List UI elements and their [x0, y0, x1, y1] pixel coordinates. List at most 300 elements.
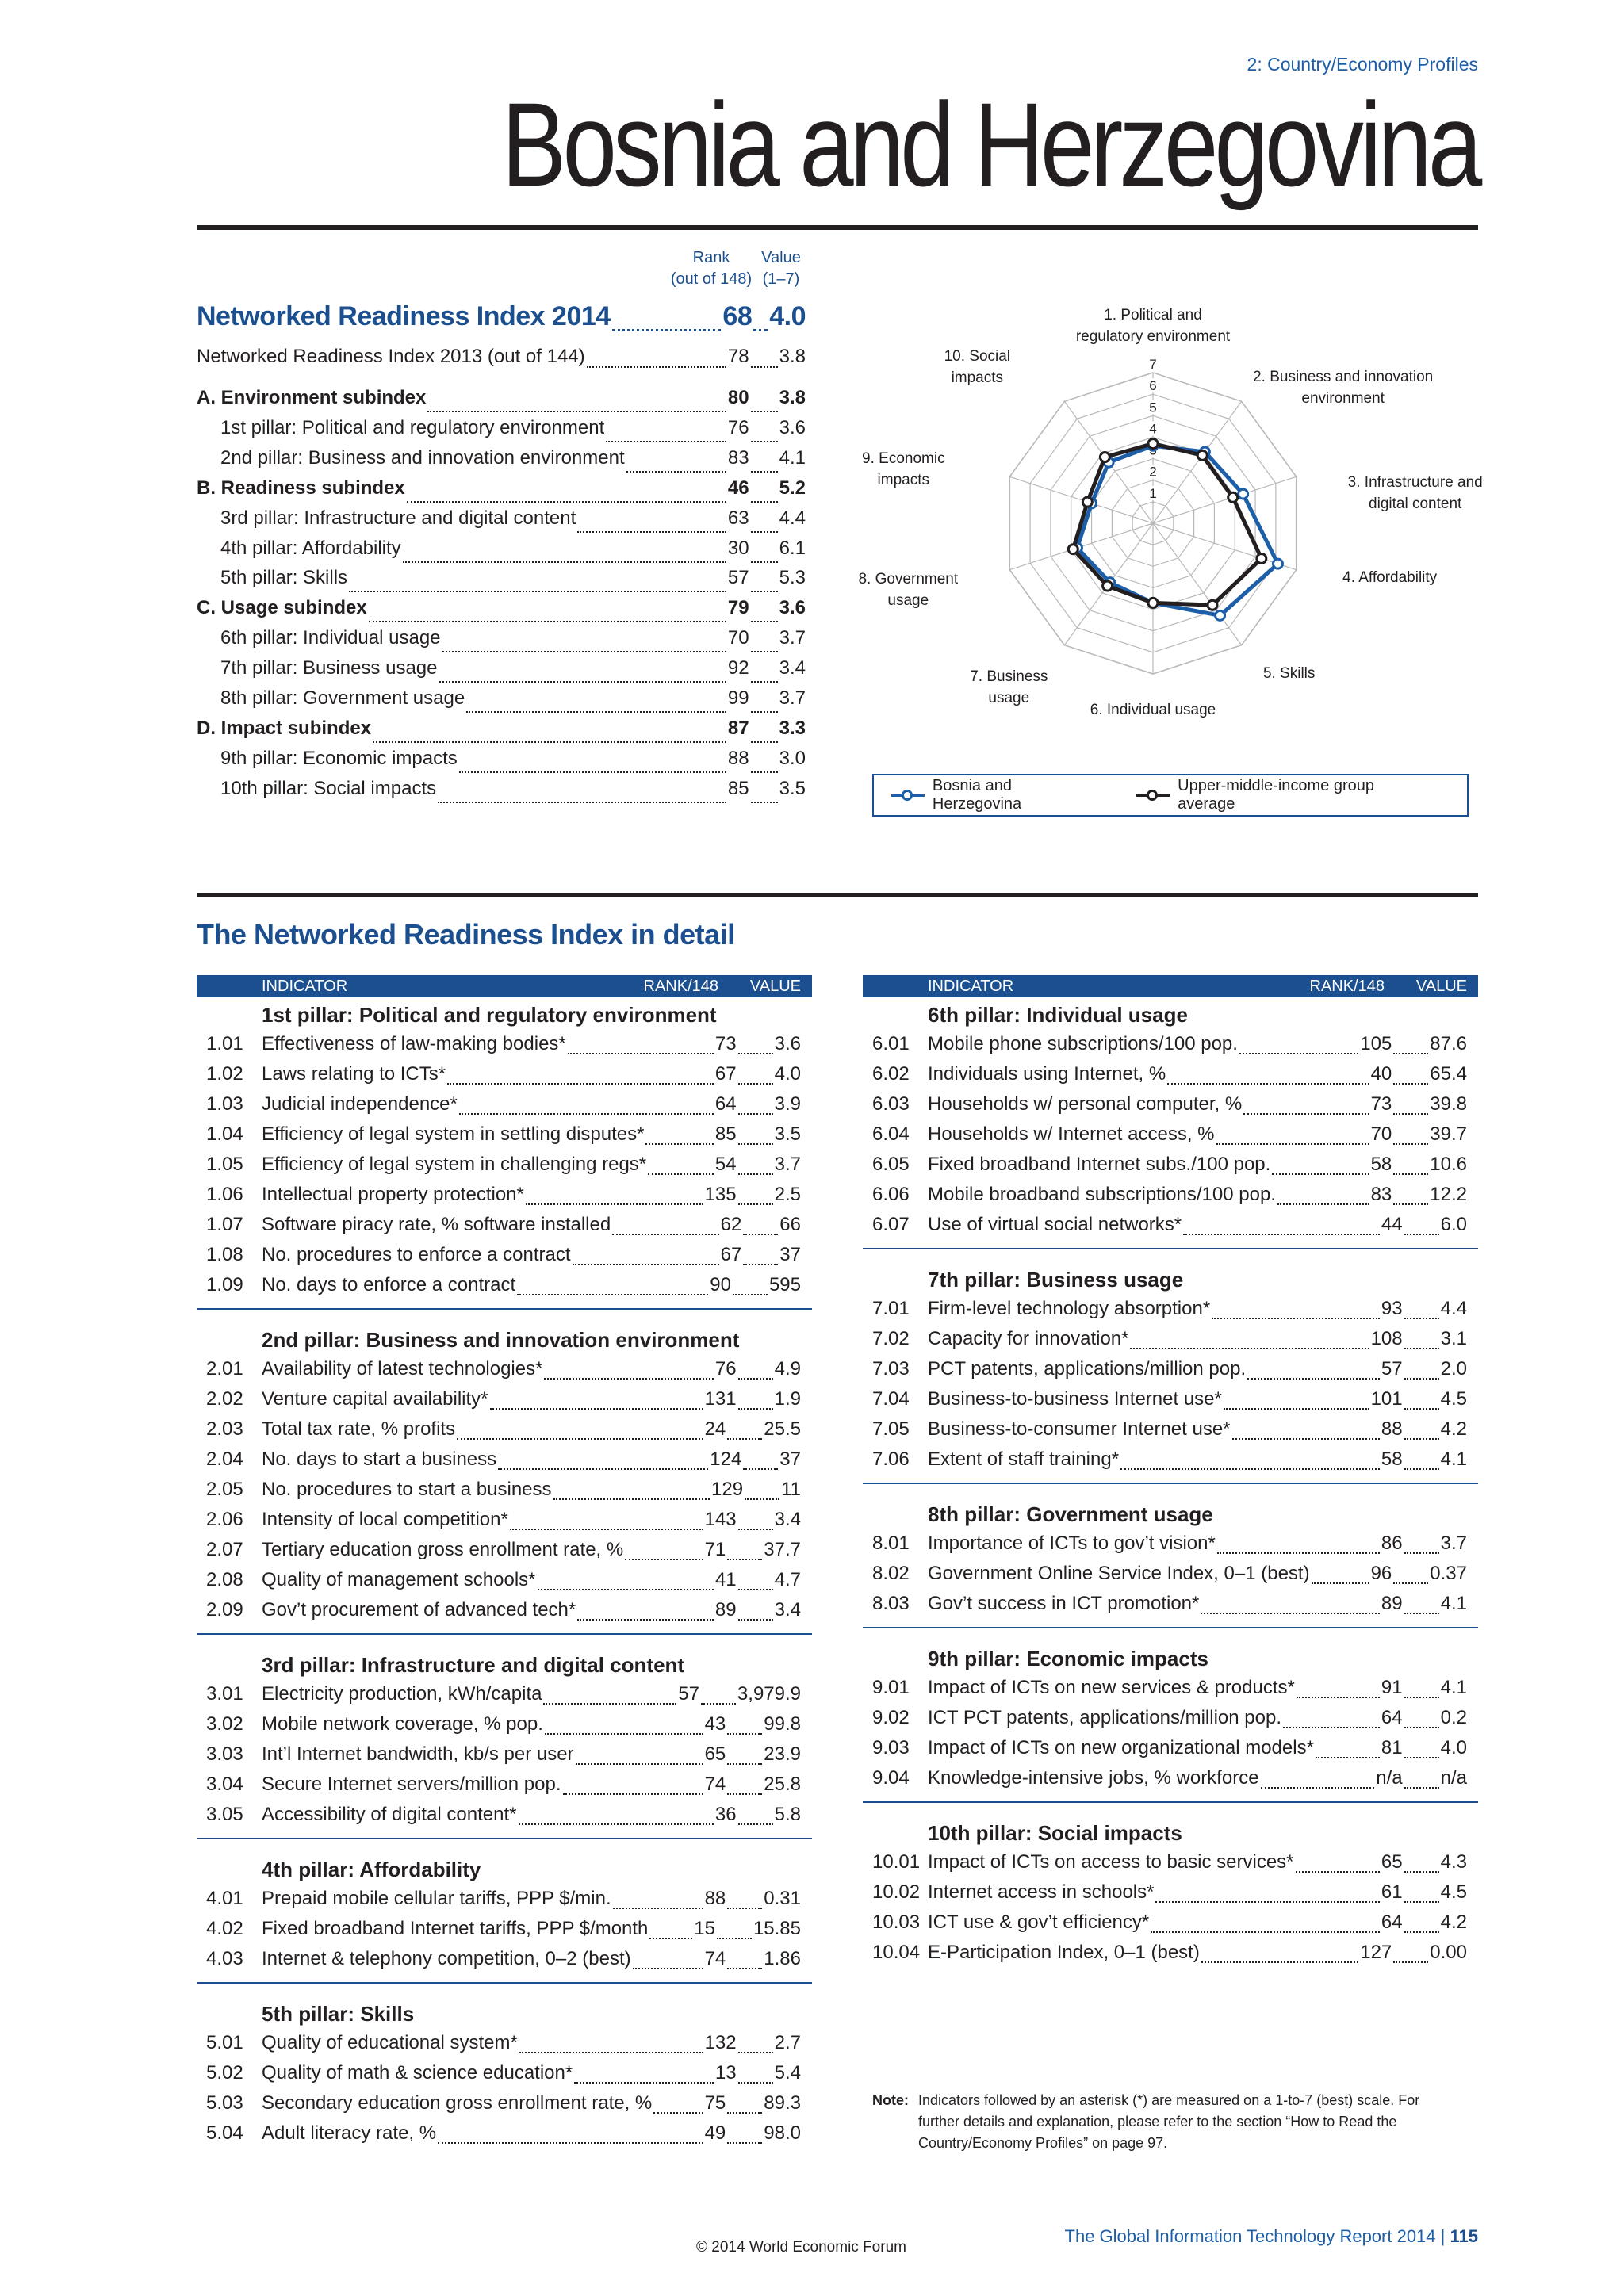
report-name: The Global Information Technology Report 2014: [1064, 2226, 1436, 2246]
pillar-row: 3rd pillar: Infrastructure and digital content 63 4.4: [197, 507, 806, 538]
indicator-number: 4.03: [206, 1948, 243, 1969]
indicator-number: 3.01: [206, 1683, 243, 1705]
indicator-row: [863, 1673, 1478, 1703]
dot-leader: [1404, 1871, 1439, 1873]
indicator-name: Quality of management schools*: [262, 1569, 536, 1590]
indicator-rank: 143: [704, 1509, 737, 1530]
radar-point: [1148, 598, 1158, 607]
dot-leader: [1239, 1053, 1358, 1054]
indicator-name: Gov’t success in ICT promotion*: [928, 1593, 1200, 1614]
indicator-number: 1.03: [206, 1093, 243, 1115]
dot-leader: [577, 1619, 714, 1621]
indicator-name: Households w/ personal computer, %: [928, 1093, 1243, 1115]
dot-leader: [1261, 1787, 1375, 1789]
indicator-value: 2.5: [774, 1184, 801, 1205]
indicator-name: Individuals using Internet, %: [928, 1063, 1166, 1085]
indicator-number: 6.07: [872, 1214, 910, 1235]
indicator-name: Impact of ICTs on access to basic services*: [928, 1851, 1294, 1873]
dot-leader: [738, 1408, 773, 1410]
indicator-number: 7.06: [872, 1448, 910, 1470]
dot-leader: [1120, 1468, 1380, 1470]
indicator-name: Judicial independence*: [262, 1093, 458, 1115]
indicator-value: 37: [779, 1448, 801, 1470]
indicator-name: ICT PCT patents, applications/million pop.: [928, 1707, 1282, 1728]
indicator-rank: 64: [1381, 1911, 1403, 1933]
dot-leader: [1224, 1408, 1369, 1410]
indicator-header: INDICATOR: [262, 977, 348, 995]
dot-leader: [459, 1113, 714, 1115]
indicator-row: [197, 1595, 812, 1625]
indicator-number: 9.02: [872, 1707, 910, 1728]
indicator-value: 1.86: [764, 1948, 801, 1969]
indicator-value: 6.0: [1440, 1214, 1467, 1235]
dot-leader: [743, 1234, 778, 1235]
note-label: Note:: [872, 2092, 909, 2108]
indicator-row: [197, 1535, 812, 1565]
dot-leader: [727, 1908, 762, 1909]
dot-leader: [1393, 1143, 1428, 1145]
dot-leader: [1243, 1113, 1369, 1115]
dot-leader: [576, 1763, 703, 1765]
pillar-row: 4th pillar: Affordability 30 6.1: [197, 538, 806, 568]
pillar-row: 7th pillar: Business usage 92 3.4: [197, 657, 806, 687]
indicator-number: 6.01: [872, 1033, 910, 1054]
indicator-rank: 86: [1381, 1533, 1403, 1554]
indicator-number: 2.07: [206, 1539, 243, 1560]
indicator-rank: 85: [714, 1123, 737, 1145]
indicator-row: [863, 1354, 1478, 1384]
indicator-value: 4.3: [1440, 1851, 1467, 1873]
detail-title: The Networked Readiness Index in detail: [197, 918, 735, 951]
legend-label-group: Upper-middle-income group average: [1178, 777, 1375, 813]
dot-leader: [573, 1264, 719, 1265]
indicator-number: 3.04: [206, 1774, 243, 1795]
indicator-name: PCT patents, applications/million pop.: [928, 1358, 1247, 1380]
dot-leader: [545, 1733, 703, 1735]
indicator-name: No. days to start a business: [262, 1448, 497, 1470]
dot-leader: [1312, 1582, 1369, 1584]
radar-point: [1082, 497, 1092, 507]
pillar-row: 10th pillar: Social impacts 85 3.5: [197, 778, 806, 808]
dot-leader: [1296, 1871, 1380, 1873]
dot-leader: [538, 1589, 714, 1590]
radar-tick-label: 7: [1149, 357, 1157, 372]
indicator-name: No. procedures to enforce a contract: [262, 1244, 571, 1265]
indicator-number: 2.05: [206, 1479, 243, 1500]
indicator-row: [197, 2118, 812, 2149]
indicator-name: Quality of math & science education*: [262, 2062, 573, 2084]
indicator-rank: 89: [714, 1599, 737, 1621]
indicator-rank: 57: [678, 1683, 699, 1705]
indicator-row: [197, 1414, 812, 1445]
dot-leader: [1201, 1613, 1380, 1614]
indicator-number: 5.03: [206, 2092, 243, 2114]
indicator-number: 7.04: [872, 1388, 910, 1410]
indicator-value: 3.5: [774, 1123, 801, 1145]
indicator-name: Knowledge-intensive jobs, % workforce: [928, 1767, 1259, 1789]
indicator-rank: 73: [1370, 1093, 1392, 1115]
indicator-number: 1.02: [206, 1063, 243, 1085]
dot-leader: [738, 1053, 773, 1054]
indicator-row: [863, 1324, 1478, 1354]
title-divider: [197, 225, 1478, 230]
indicator-name: Fixed broadband Internet subs./100 pop.: [928, 1154, 1271, 1175]
indicator-row: [863, 1847, 1478, 1877]
dot-leader: [1393, 1961, 1428, 1963]
indicator-rank: 57: [1381, 1358, 1403, 1380]
indicator-row: [863, 1908, 1478, 1938]
pillar-title: 8th pillar: Government usage: [928, 1502, 1213, 1526]
indicator-row: [863, 1763, 1478, 1793]
indicator-number: 2.08: [206, 1569, 243, 1590]
dot-leader: [701, 1703, 736, 1705]
rank-header: RANK/148: [1309, 977, 1385, 995]
dot-leader: [1183, 1234, 1380, 1235]
dot-leader: [1272, 1173, 1369, 1175]
indicator-rank: 131: [704, 1388, 737, 1410]
radar-axis-label: 4. Affordability: [1342, 568, 1438, 586]
indicator-name: Availability of latest technologies*: [262, 1358, 543, 1380]
indicator-name: Business-to-consumer Internet use*: [928, 1418, 1231, 1440]
dot-leader: [738, 1113, 773, 1115]
dot-leader: [727, 1793, 762, 1795]
pillar-block: [197, 1996, 812, 2156]
indicator-value: 0.37: [1430, 1563, 1467, 1584]
pillar-row: 6th pillar: Individual usage 70 3.7: [197, 627, 806, 657]
indicator-value: 2.7: [774, 2032, 801, 2053]
radar-point: [1228, 492, 1238, 502]
dot-leader: [1297, 1697, 1380, 1698]
indicator-rank: 132: [704, 2032, 737, 2053]
indicator-rank: 40: [1370, 1063, 1392, 1085]
indicator-number: 2.09: [206, 1599, 243, 1621]
indicator-row: [863, 1089, 1478, 1119]
indicator-name: Int’l Internet bandwidth, kb/s per user: [262, 1743, 574, 1765]
indicator-value: 98.0: [764, 2122, 801, 2144]
pillar-title: 2nd pillar: Business and innovation environment: [262, 1328, 740, 1352]
section-label: 2: Country/Economy Profiles: [1247, 54, 1478, 75]
indicator-value: 4.2: [1440, 1911, 1467, 1933]
dot-leader: [1201, 1961, 1358, 1963]
indicator-value: 65.4: [1430, 1063, 1467, 1085]
indicator-row: [863, 1703, 1478, 1733]
dot-leader: [1316, 1757, 1380, 1758]
indicator-name: Mobile phone subscriptions/100 pop.: [928, 1033, 1238, 1054]
pillar-row: 9th pillar: Economic impacts 88 3.0: [197, 748, 806, 778]
radar-point: [1068, 545, 1078, 554]
indicator-rank: 70: [1370, 1123, 1392, 1145]
indicator-value: 66: [779, 1214, 801, 1235]
indicator-number: 2.04: [206, 1448, 243, 1470]
indicator-row: [197, 1475, 812, 1505]
pillar-block: [197, 1647, 812, 1839]
indicator-rank: 93: [1381, 1298, 1403, 1319]
indicator-number: 10.03: [872, 1911, 921, 1933]
indicator-value: 25.8: [764, 1774, 801, 1795]
indicator-value: 15.85: [753, 1918, 801, 1939]
indicator-row: [863, 1384, 1478, 1414]
indicator-value: 2.0: [1440, 1358, 1467, 1380]
indicator-value: 5.4: [774, 2062, 801, 2084]
indicator-name: Electricity production, kWh/capita: [262, 1683, 542, 1705]
indicator-rank: 67: [720, 1244, 742, 1265]
dot-leader: [738, 1083, 773, 1085]
indicator-number: 2.03: [206, 1418, 243, 1440]
indicator-number: 1.08: [206, 1244, 243, 1265]
pillar-title: 7th pillar: Business usage: [928, 1268, 1184, 1292]
indicator-rank: 89: [1381, 1593, 1403, 1614]
dot-leader: [727, 1763, 762, 1765]
dot-leader: [1404, 1613, 1439, 1614]
legend-swatch-group: [1136, 790, 1170, 801]
dot-leader: [738, 1143, 773, 1145]
indicator-rank: 36: [714, 1804, 737, 1825]
dot-leader: [1277, 1203, 1369, 1205]
indicator-number: 1.04: [206, 1123, 243, 1145]
dot-leader: [1404, 1757, 1439, 1758]
indicator-row: [197, 1679, 812, 1709]
indicator-name: Capacity for innovation*: [928, 1328, 1129, 1349]
indicator-number: 7.01: [872, 1298, 910, 1319]
pillar-title: 6th pillar: Individual usage: [928, 1003, 1188, 1027]
indicator-rank: 64: [1381, 1707, 1403, 1728]
radar-point: [1148, 439, 1158, 449]
indicator-number: 1.09: [206, 1274, 243, 1295]
radar-axis-label: 3. Infrastructure and digital content: [1347, 474, 1483, 513]
indicator-number: 7.05: [872, 1418, 910, 1440]
legend-item-country: [891, 777, 1105, 813]
radar-chart: [856, 285, 1483, 761]
dot-leader: [727, 1968, 762, 1969]
radar-tick-label: 1: [1149, 485, 1157, 501]
dot-leader: [1404, 1697, 1439, 1698]
indicator-row: [863, 1559, 1478, 1589]
dot-leader: [738, 1589, 773, 1590]
dot-leader: [1404, 1378, 1439, 1380]
indicator-name: Internet access in schools*: [928, 1881, 1155, 1903]
indicator-value: 4.5: [1440, 1388, 1467, 1410]
indicator-name: No. procedures to start a business: [262, 1479, 552, 1500]
indicator-name: ICT use & gov’t efficiency*: [928, 1911, 1150, 1933]
indicator-value: 89.3: [764, 2092, 801, 2114]
dot-leader: [1216, 1143, 1369, 1145]
radar-axis-label: 5. Skills: [1262, 664, 1316, 682]
dot-leader: [1217, 1552, 1380, 1554]
indicator-row: [197, 1505, 812, 1535]
indicator-name: Intensity of local competition*: [262, 1509, 508, 1530]
dot-leader: [498, 1468, 708, 1470]
indicator-rank: 105: [1360, 1033, 1392, 1054]
dot-leader: [544, 1378, 713, 1380]
indicator-name: Mobile broadband subscriptions/100 pop.: [928, 1184, 1276, 1205]
radar-tick-label: 6: [1149, 378, 1157, 394]
radar-tick-label: 2: [1149, 464, 1157, 480]
indicator-value: 4.0: [1440, 1737, 1467, 1758]
indicator-number: 9.03: [872, 1737, 910, 1758]
dot-leader: [1404, 1901, 1439, 1903]
indicator-number: 8.03: [872, 1593, 910, 1614]
indicator-name: E-Participation Index, 0–1 (best): [928, 1942, 1200, 1963]
pillar-row: 8th pillar: Government usage 99 3.7: [197, 687, 806, 718]
indicator-name: Efficiency of legal system in settling disputes*: [262, 1123, 645, 1145]
indicator-row: [197, 2088, 812, 2118]
indicator-name: Mobile network coverage, % pop.: [262, 1713, 543, 1735]
dot-leader: [738, 1203, 773, 1205]
dot-leader: [1393, 1173, 1428, 1175]
dot-leader: [1130, 1348, 1369, 1349]
indicator-number: 1.07: [206, 1214, 243, 1235]
radar-axis-label: 6. Individual usage: [1090, 702, 1216, 718]
indicator-number: 6.02: [872, 1063, 910, 1085]
radar-tick-label: 4: [1149, 421, 1157, 437]
rank-header: RANK/148: [643, 977, 718, 995]
note-text: Indicators followed by an asterisk (*) are measured on a 1-to-7 (best) scale. For further details and explanation, please refer to the section “How to Read the Country/Economy Profiles” on page 97.: [918, 2092, 1420, 2151]
indicator-row: [863, 1529, 1478, 1559]
radar-axis-label: 2. Business and innovation environment: [1253, 369, 1434, 408]
dot-leader: [1283, 1727, 1380, 1728]
indicator-name: Firm-level technology absorption*: [928, 1298, 1211, 1319]
indicator-name: Adult literacy rate, %: [262, 2122, 437, 2144]
indicator-name: Intellectual property protection*: [262, 1184, 524, 1205]
indicator-name: Gov’t procurement of advanced tech*: [262, 1599, 576, 1621]
indicator-row: [197, 1914, 812, 1944]
radar-axis-label: 10. Social impacts: [944, 348, 1011, 387]
indicator-rank: n/a: [1376, 1767, 1403, 1789]
pillar-title: 4th pillar: Affordability: [262, 1858, 481, 1881]
indicator-name: Software piracy rate, % software installed: [262, 1214, 611, 1235]
radar-point: [1216, 610, 1225, 620]
indicator-name: No. days to enforce a contract: [262, 1274, 516, 1295]
indicator-rank: 83: [1370, 1184, 1392, 1205]
value-header: VALUE: [1415, 977, 1467, 995]
dot-leader: [563, 1793, 703, 1795]
dot-leader: [1404, 1234, 1439, 1235]
indicator-number: 6.04: [872, 1123, 910, 1145]
detail-table-right: [863, 975, 1478, 1988]
indicator-name: Fixed broadband Internet tariffs, PPP $/month: [262, 1918, 649, 1939]
indicator-value: 23.9: [764, 1743, 801, 1765]
value-header: VALUE: [749, 977, 801, 995]
pillar-title: 1st pillar: Political and regulatory environment: [262, 1003, 717, 1027]
radar-axis-label: 9. Economic impacts: [862, 450, 945, 489]
footer-separator: |: [1440, 2226, 1446, 2246]
indicator-value: 0.2: [1440, 1707, 1467, 1728]
dot-leader: [1404, 1787, 1439, 1789]
indicator-row: [863, 1119, 1478, 1150]
radar-point: [1273, 559, 1282, 568]
indicator-value: 3.9: [774, 1093, 801, 1115]
indicator-name: Quality of educational system*: [262, 2032, 518, 2053]
dot-leader: [1393, 1083, 1428, 1085]
pillar-row: 1st pillar: Political and regulatory environment 76 3.6: [197, 417, 806, 447]
radar-axis-label: 1. Political and regulatory environment: [1075, 307, 1231, 345]
dot-leader: [1155, 1901, 1379, 1903]
indicator-rank: 74: [704, 1774, 726, 1795]
indicator-value: 595: [768, 1274, 801, 1295]
indicator-number: 9.04: [872, 1767, 910, 1789]
dot-leader: [1247, 1378, 1380, 1380]
indicator-number: 5.01: [206, 2032, 243, 2053]
legend-label-country: Bosnia and Herzegovina: [932, 777, 1022, 813]
pillar-block: [863, 1497, 1478, 1628]
dot-leader: [738, 1173, 773, 1175]
dot-leader: [1167, 1083, 1369, 1085]
indicator-number: 8.02: [872, 1563, 910, 1584]
dot-leader: [738, 1619, 773, 1621]
pillar-title: 10th pillar: Social impacts: [928, 1821, 1182, 1845]
subindex-row: D. Impact subindex 87 3.3: [197, 718, 806, 748]
indicator-row: [863, 1294, 1478, 1324]
indicator-value: 4.1: [1440, 1593, 1467, 1614]
dot-leader: [717, 1938, 752, 1939]
legend-swatch-country: [891, 790, 925, 801]
dot-leader: [1393, 1582, 1428, 1584]
dot-leader: [733, 1294, 768, 1295]
indicator-value: 39.8: [1430, 1093, 1467, 1115]
indicator-name: Impact of ICTs on new services & products*: [928, 1677, 1295, 1698]
subindex-row: A. Environment subindex 80 3.8: [197, 387, 806, 417]
dot-leader: [1404, 1438, 1439, 1440]
dot-leader: [743, 1468, 778, 1470]
dot-leader: [745, 1498, 779, 1500]
dot-leader: [1393, 1113, 1428, 1115]
indicator-number: 10.02: [872, 1881, 921, 1903]
dot-leader: [612, 1234, 718, 1235]
dot-leader: [625, 1559, 703, 1560]
indicator-rank: 108: [1370, 1328, 1403, 1349]
radar-point: [1239, 489, 1248, 499]
page-number: 115: [1450, 2226, 1478, 2246]
indicator-row: [197, 1029, 812, 1059]
dot-leader: [727, 2142, 762, 2144]
indicator-row: [197, 1150, 812, 1180]
indicator-rank: 74: [704, 1948, 726, 1969]
indicator-number: 5.02: [206, 2062, 243, 2084]
rank-header: Rank (out of 148): [670, 249, 753, 288]
dot-leader: [574, 2082, 714, 2084]
indicator-rank: 67: [714, 1063, 737, 1085]
indicator-rank: 64: [714, 1093, 737, 1115]
dot-leader: [526, 1203, 703, 1205]
indicator-row: [197, 1739, 812, 1770]
indicator-value: 4.4: [1440, 1298, 1467, 1319]
indicator-rank: 91: [1381, 1677, 1403, 1698]
legend-item-group: [1136, 777, 1435, 813]
dot-leader: [510, 1529, 703, 1530]
dot-leader: [743, 1264, 778, 1265]
indicator-name: Prepaid mobile cellular tariffs, PPP $/min.: [262, 1888, 611, 1909]
report-footer: [1065, 2226, 1478, 2247]
indicator-value: 11: [781, 1479, 801, 1500]
indicator-rank: 24: [704, 1418, 726, 1440]
indicator-value: 4.1: [1440, 1448, 1467, 1470]
indicator-value: 3.4: [774, 1599, 801, 1621]
dot-leader: [738, 1823, 773, 1825]
indicator-number: 4.01: [206, 1888, 243, 1909]
dot-leader: [1404, 1727, 1439, 1728]
indicator-rank: 44: [1381, 1214, 1403, 1235]
radar-tick-label: 5: [1149, 400, 1157, 415]
indicator-number: 2.02: [206, 1388, 243, 1410]
radar-point: [1100, 453, 1109, 462]
dot-leader: [1393, 1053, 1428, 1054]
indicator-rank: 135: [704, 1184, 737, 1205]
indicator-value: 0.00: [1430, 1942, 1467, 1963]
indicator-number: 3.05: [206, 1804, 243, 1825]
dot-leader: [613, 1908, 703, 1909]
dot-leader: [543, 1703, 676, 1705]
dot-leader: [457, 1438, 703, 1440]
